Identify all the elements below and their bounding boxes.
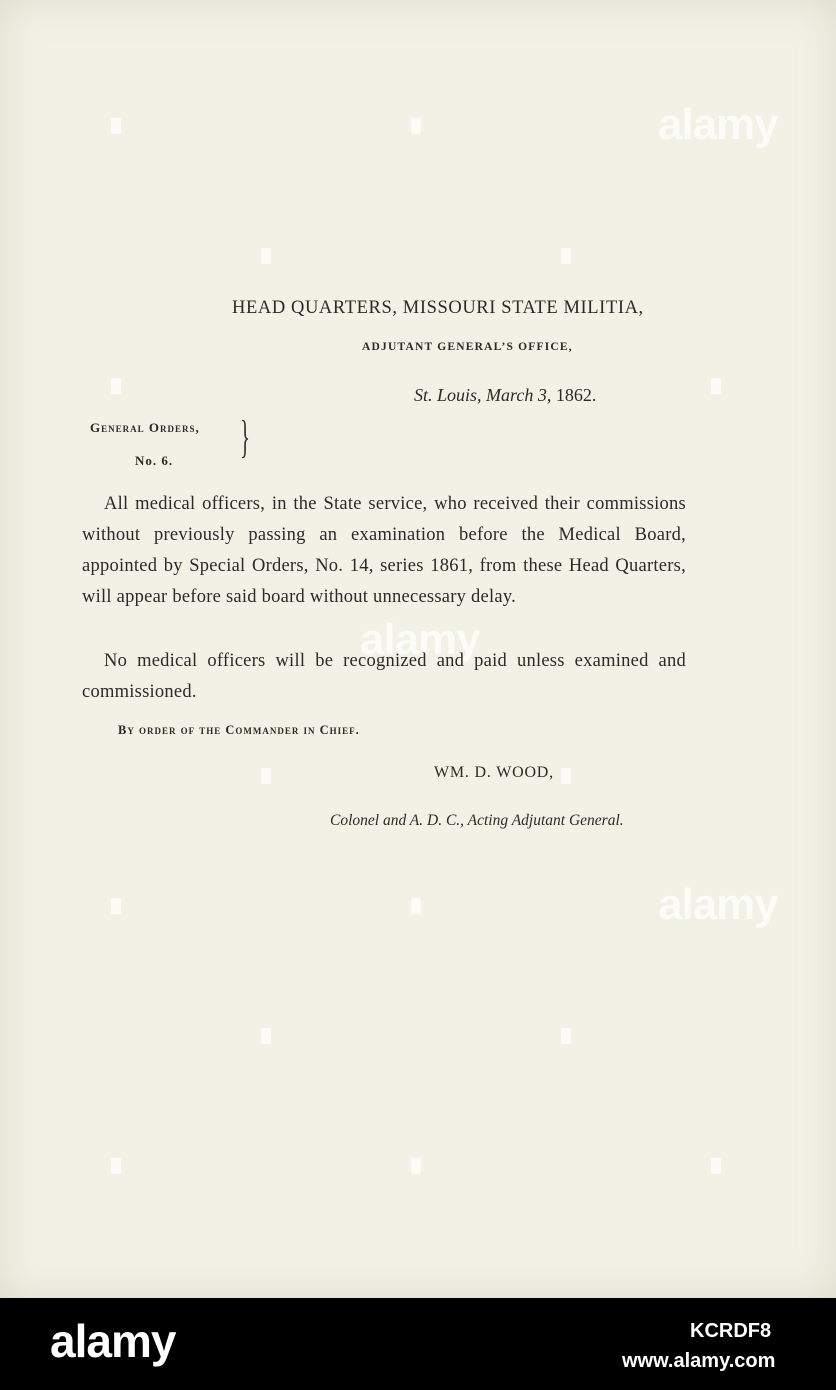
watermark-mark bbox=[411, 898, 421, 914]
order-authority: By order of the Commander in Chief. bbox=[118, 723, 360, 737]
watermark-mark bbox=[561, 768, 571, 784]
watermark-mark bbox=[261, 1028, 271, 1044]
watermark-logo: alamy bbox=[360, 615, 480, 664]
paragraph-1-text: All medical officers, in the State service, who received their commissions without previously passing an examination before the Medical Board, appointed by Special Orders, No. 14, series 1861, from these Head Quarters, will appear before said board without unnecessary delay. bbox=[82, 494, 686, 607]
signatory-name: WM. D. WOOD, bbox=[434, 764, 554, 781]
watermark-mark bbox=[711, 378, 721, 394]
signatory-title: Colonel and A. D. C., Acting Adjutant General. bbox=[330, 812, 624, 829]
watermark-mark bbox=[411, 1158, 421, 1174]
watermark-mark bbox=[561, 1028, 571, 1044]
brace-icon: } bbox=[240, 411, 250, 462]
dateline-place: St. Louis, March 3, bbox=[414, 385, 552, 405]
dateline bbox=[414, 385, 596, 406]
paragraph-1 bbox=[82, 489, 686, 613]
dateline-year: 1862. bbox=[555, 385, 597, 405]
watermark-mark bbox=[111, 378, 121, 394]
watermark-logo: alamy bbox=[658, 880, 778, 929]
footer-url: www.alamy.com bbox=[622, 1350, 776, 1372]
watermark-mark bbox=[111, 118, 121, 134]
watermark-logo: alamy bbox=[658, 100, 778, 149]
office-line: ADJUTANT GENERAL’S OFFICE, bbox=[362, 341, 573, 353]
document-header: HEAD QUARTERS, MISSOURI STATE MILITIA, bbox=[232, 298, 644, 318]
stock-footer bbox=[0, 1298, 836, 1390]
watermark-mark bbox=[711, 1158, 721, 1174]
watermark-mark bbox=[261, 768, 271, 784]
paragraph-2 bbox=[82, 646, 686, 708]
paragraph-2-text: No medical officers will be recognized and paid unless examined and commissioned. bbox=[82, 651, 686, 702]
footer-image-id: KCRDF8 bbox=[690, 1320, 772, 1342]
footer-logo: alamy bbox=[50, 1315, 176, 1367]
watermark-mark bbox=[111, 898, 121, 914]
orders-label: General Orders, bbox=[90, 420, 200, 435]
watermark-mark bbox=[561, 248, 571, 264]
watermark-mark bbox=[111, 1158, 121, 1174]
watermark-mark bbox=[411, 118, 421, 134]
watermark-mark bbox=[261, 248, 271, 264]
orders-number: No. 6. bbox=[135, 453, 174, 468]
